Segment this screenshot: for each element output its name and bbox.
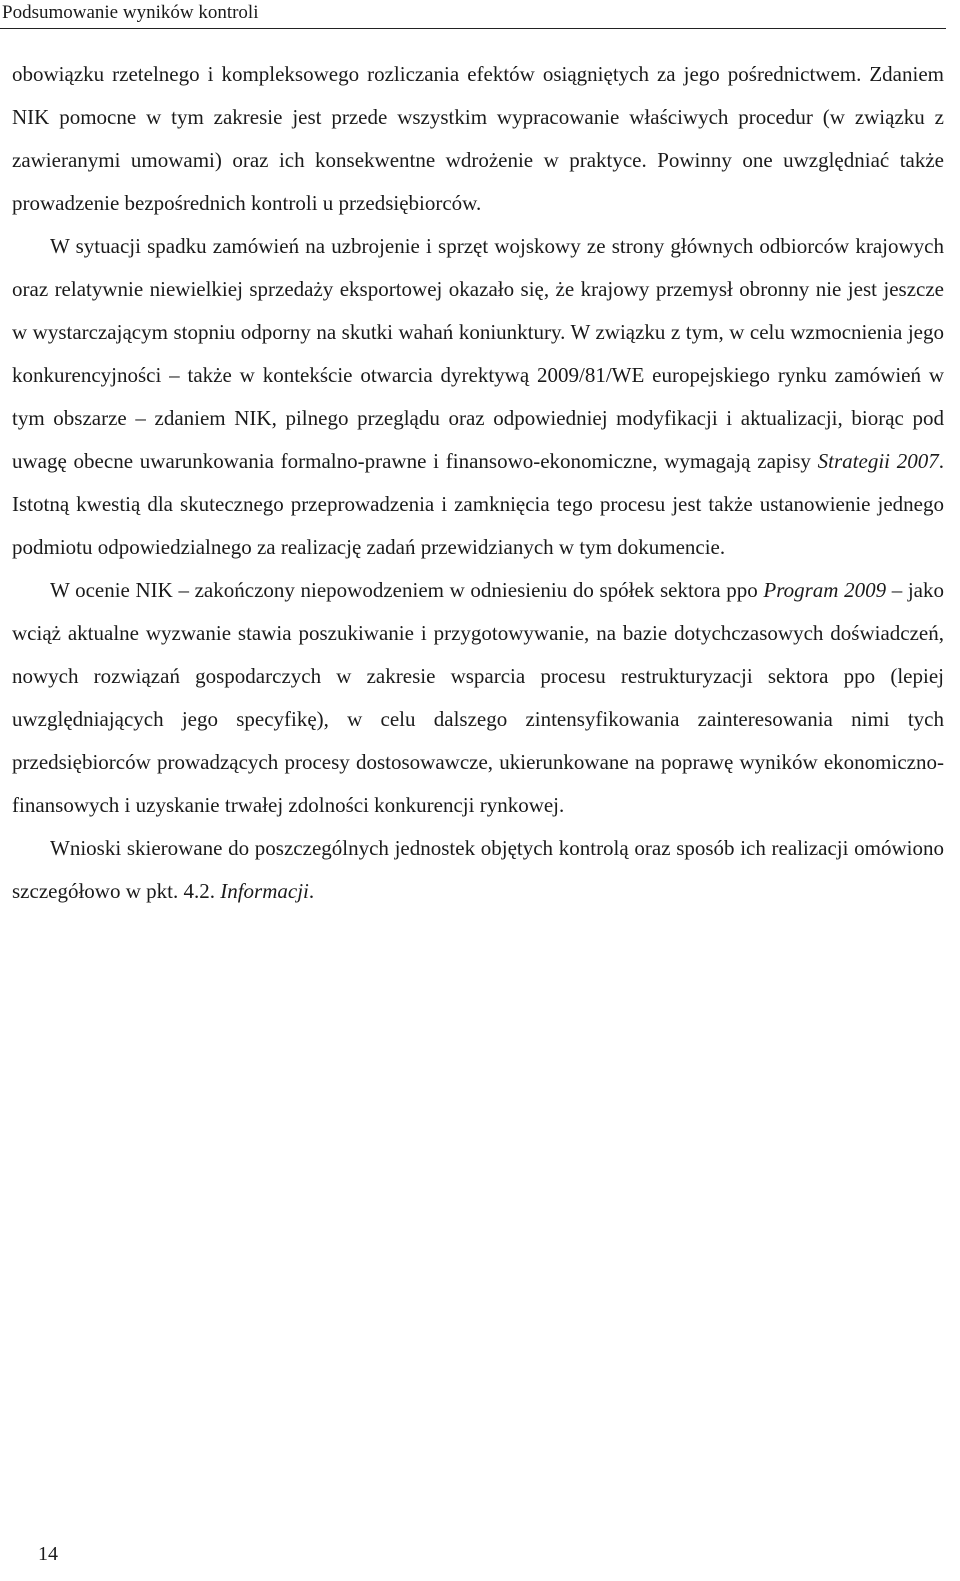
- page-number: 14: [38, 1543, 58, 1565]
- document-body: [12, 53, 944, 913]
- running-header: [0, 0, 946, 29]
- paragraph-text: . Istotną kwestią dla skutecznego przeprowadzenia i zamknięcia tego procesu jest także ustanowienie jednego podmiotu odpowiedzialnego za realizację zadań przewidzianych w tym dokumencie.: [12, 449, 944, 559]
- paragraph-text: W ocenie NIK – zakończony niepowodzeniem w odniesieniu do spółek sektora ppo: [50, 578, 764, 602]
- paragraph-text: Wnioski skierowane do poszczególnych jednostek objętych kontrolą oraz sposób ich realizacji omówiono szczegółowo w pkt. 4.2.: [12, 836, 944, 903]
- paragraph-text: .: [308, 879, 315, 903]
- paragraph-text: W sytuacji spadku zamówień na uzbrojenie i sprzęt wojskowy ze strony głównych odbiorców krajowych oraz relatywnie niewielkiej sprzedaży eksportowej okazało się, że krajowy przemysł obronny nie jest jeszcze w wystarczającym stopniu odporny na skutki wahań koniunktury. W związku z tym, w celu wzmocnienia jego konkurencyjności – także w kontekście otwarcia dyrektywą 2009/81/WE europejskiego rynku zamówień w tym obszarze – zdaniem NIK, pilnego przeglądu oraz odpowiedniej modyfikacji i aktualizacji, biorąc pod uwagę obecne uwarunkowania formalno-prawne i finansowo-ekonomiczne, wymagają zapisy: [12, 234, 944, 473]
- header-title: Podsumowanie wyników kontroli: [2, 2, 259, 23]
- paragraph-continued: [12, 53, 944, 225]
- paragraph-defense-industry: [12, 225, 944, 569]
- paragraph-text: – jako wciąż aktualne wyzwanie stawia poszukiwanie i przygotowywanie, na bazie dotychczasowych doświadczeń, nowych rozwiązań gospodarczych w zakresie wsparcia procesu restrukturyzacji sektora ppo (lepiej uwzględniających jego specyfikę), w celu dalszego zintensyfikowania zainteresowania nimi tych przedsiębiorców prowadzących procesy dostosowawcze, ukierunkowane na poprawę wyników ekonomiczno-finansowych i uzyskanie trwałej zdolności konkurencji rynkowej.: [12, 578, 945, 817]
- paragraph-conclusions: [12, 827, 944, 913]
- paragraph-text: obowiązku rzetelnego i kompleksowego rozliczania efektów osiągniętych za jego pośrednictwem. Zdaniem NIK pomocne w tym zakresie jest przede wszystkim wypracowanie właściwych procedur (w związku z zawieranymi umowami) oraz ich konsekwentne wdrożenie w praktyce. Powinny one uwzględniać także prowadzenie bezpośrednich kontroli u przedsiębiorców.: [12, 62, 944, 215]
- italic-title-program: Program 2009: [763, 578, 887, 602]
- italic-title-information: Informacji: [220, 879, 309, 903]
- paragraph-program-2009: [12, 569, 944, 827]
- italic-title-strategy: Strategii 2007: [817, 449, 939, 473]
